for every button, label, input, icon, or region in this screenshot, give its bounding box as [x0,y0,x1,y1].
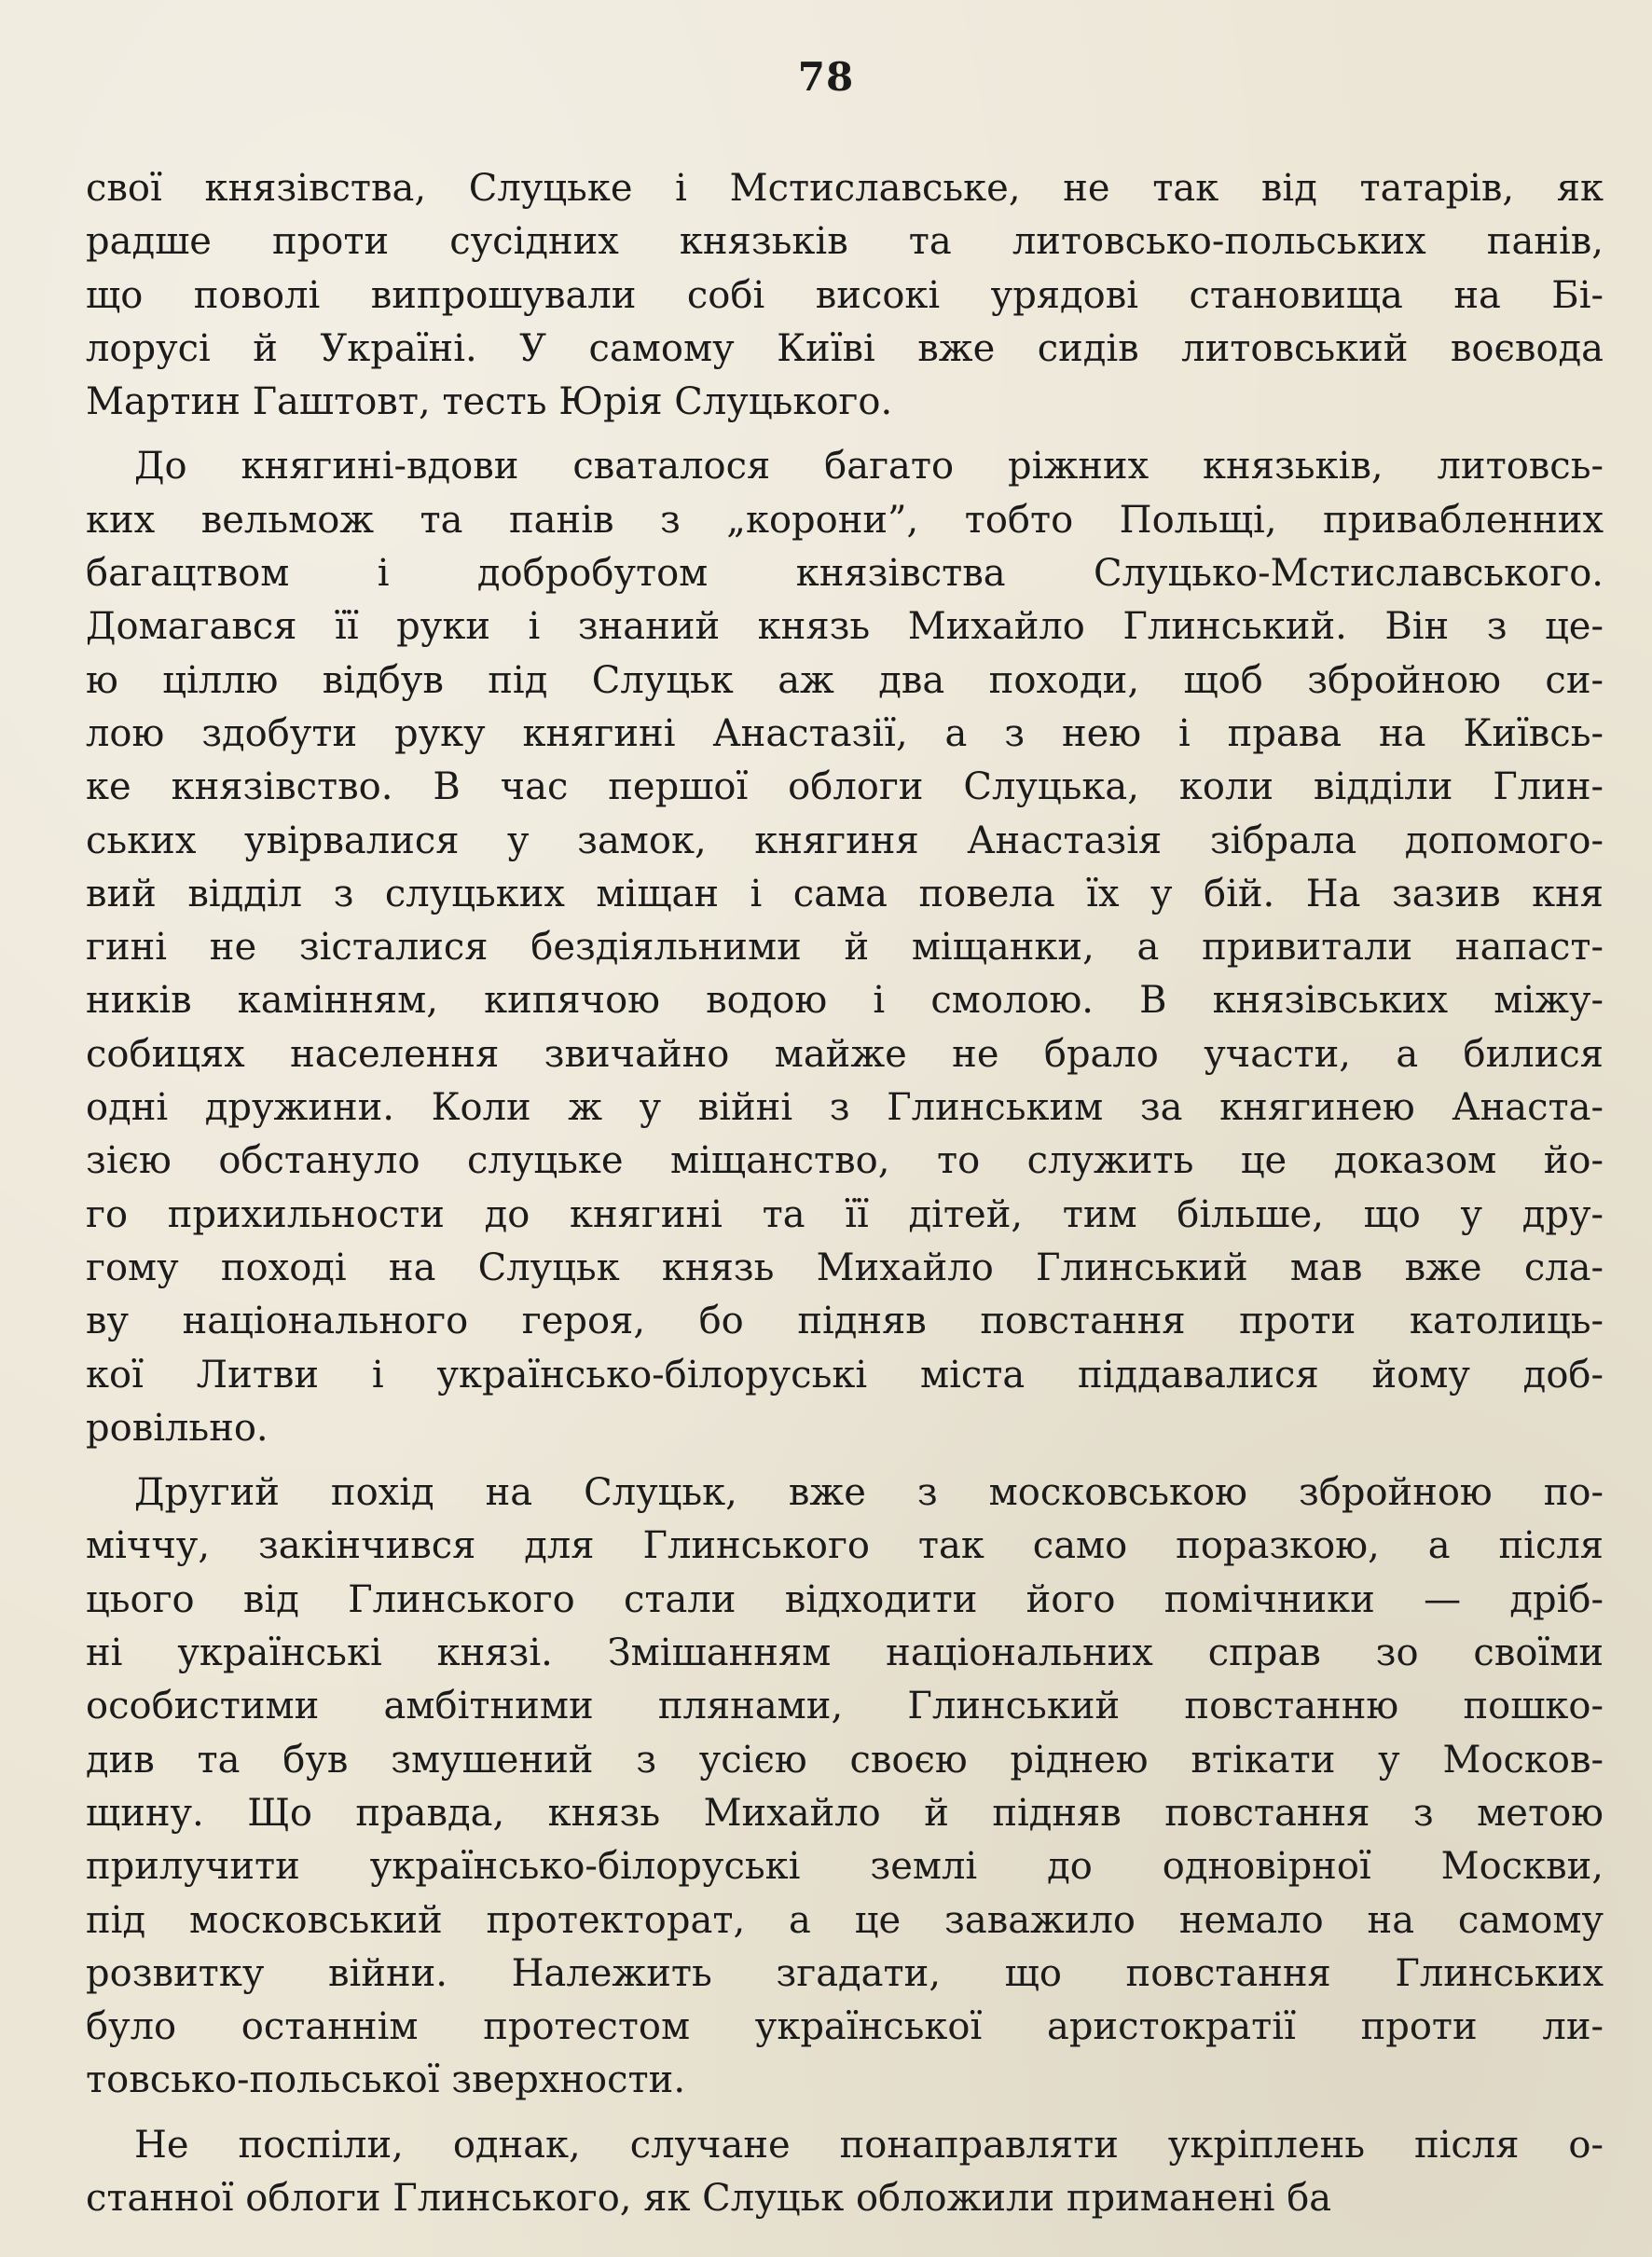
text-line: див та був змушений з усією своєю ріднею втікати у Москов- [86,1738,1604,1782]
paragraph [86,2119,1604,2226]
text-line: лою здобути руку княгині Анастазії, а з нею і права на Київсь- [86,711,1604,755]
text-line: товсько-польської зверхности. [86,2058,686,2102]
text-line: Другий похід на Слуцьк, вже з московською збройною по- [134,1471,1604,1515]
text-line: радше проти сусідних князьків та литовсько-польських панів, [86,220,1604,264]
text-line: До княгині-вдови сваталося багато ріжних князьків, литовсь- [134,445,1604,489]
text-line: розвитку війни. Належить згадати, що повстання Глинських [86,1951,1604,1995]
text-line: особистими амбітними плянами, Глинський повстанню пошко- [86,1685,1604,1728]
text-line: багацтвом і добробутом князівства Слуцько-Мстиславського. [86,552,1604,596]
text-line: Домагався її руки і знаний князь Михайло Глинський. Він з це- [86,605,1604,649]
text-line: го прихильности до княгині та її дітей, тим більше, що у дру- [86,1192,1604,1236]
text-line: прилучити українсько-білоруські землі до одновірної Москви, [86,1845,1604,1889]
text-line: ке князівство. В час першої облоги Слуцька, коли відділи Глин- [86,765,1604,809]
text-line: ю ціллю відбув під Слуцьк аж два походи, щоб збройною си- [86,658,1604,702]
text-line: ні українські князі. Змішанням національних справ зо своїми [86,1631,1604,1675]
paragraph-gap [86,1455,1604,1466]
text-line: одні дружини. Коли ж у війні з Глинським за княгинею Анаста- [86,1086,1604,1130]
body-text [86,162,1604,2225]
text-line: ких вельмож та панів з „корони”, тобто Польщі, привабленних [86,498,1604,542]
text-line: було останнім протестом української аристократії проти ли- [86,2005,1604,2049]
paragraph-gap [86,429,1604,440]
text-line: лорусі й Україні. У самому Київі вже сидів литовський воєвода [86,326,1604,370]
text-line: Не поспіли, однак, случане понаправляти укріплень після о- [134,2123,1604,2167]
text-line: вий відділ з слуцьких міщан і сама повела їх у бій. На зазив кня [86,872,1604,915]
text-line: що поволі випрошували собі високі урядові становища на Бі- [86,273,1604,317]
text-line: кої Литви і українсько-білоруські міста піддавалися йому доб- [86,1353,1604,1397]
text-line: цього від Глинського стали відходити його помічники — дріб- [86,1577,1604,1621]
text-line: свої князівства, Слуцьке і Мстиславське, не так від татарів, як [86,167,1604,210]
text-line: щину. Що правда, князь Михайло й підняв повстання з метою [86,1791,1604,1835]
text-line: міччу, закінчився для Глинського так само поразкою, а після [86,1524,1604,1568]
paragraph [86,440,1604,1455]
text-line: Мартин Гаштовт, тесть Юрія Слуцького. [86,380,893,424]
text-line: станної облоги Глинського, як Слуцьк обложили приманені ба [86,2176,1332,2220]
text-line: ників камінням, кипячою водою і смолою. В князівських міжу- [86,979,1604,1023]
text-line: гому поході на Слуцьк князь Михайло Глинський мав вже сла- [86,1245,1604,1289]
page-number: 78 [797,54,855,100]
text-line: ських увірвалися у замок, княгиня Анастазія зібрала допомого- [86,819,1604,862]
paragraph [86,162,1604,429]
text-line: ву національного героя, бо підняв повстання проти католиць- [86,1300,1604,1343]
text-line: гині не зісталися бездіяльними й міщанки, а привитали напаст- [86,926,1604,970]
paragraph [86,1466,1604,2108]
text-line: собицях населення звичайно майже не брало участи, а билися [86,1032,1604,1076]
text-line: зією обстануло слуцьке міщанство, то служить це доказом йо- [86,1139,1604,1183]
paragraph-gap [86,2108,1604,2119]
text-line: ровільно. [86,1406,268,1450]
text-line: під московський протекторат, а це заважило немало на самому [86,1898,1604,1942]
